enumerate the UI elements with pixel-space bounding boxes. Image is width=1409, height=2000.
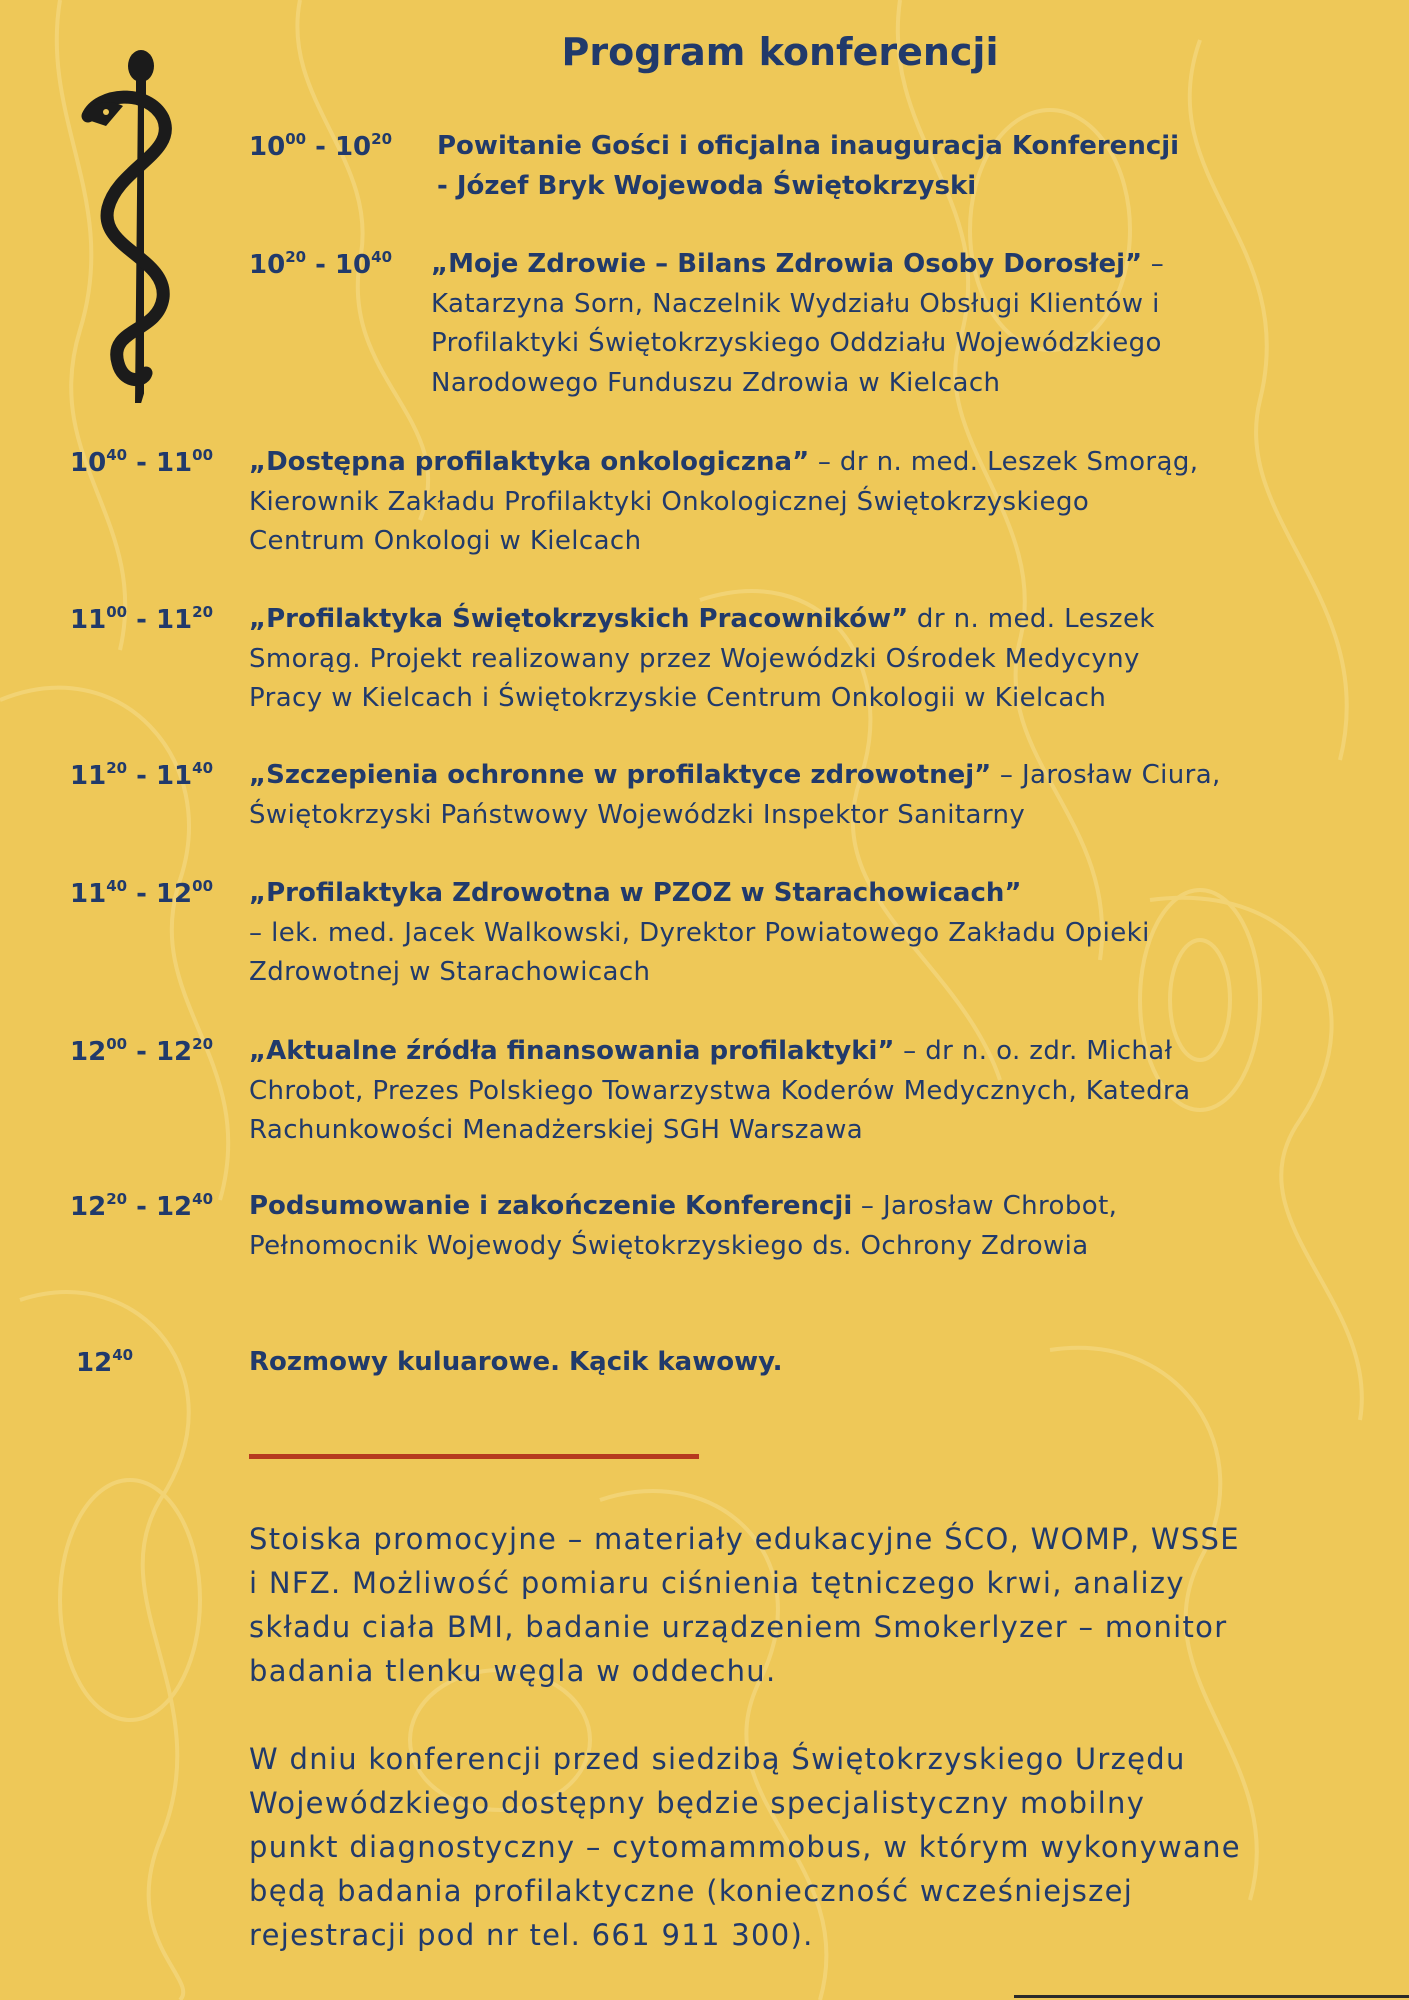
session-title: Rozmowy kuluarowe. Kącik kawowy. xyxy=(249,1347,783,1377)
description-line xyxy=(431,364,1164,404)
session-title: „Profilaktyka Świętokrzyskich Pracowników” xyxy=(249,604,909,634)
start-hour: 12 xyxy=(76,1348,113,1378)
info-line: składu ciała BMI, badanie urządzeniem Smokerlyzer – monitor xyxy=(249,1610,1228,1644)
session-speaker-text: Świętokrzyski Państwowy Wojewódzki Inspektor Sanitarny xyxy=(249,799,1026,830)
end-hour: 10 xyxy=(334,250,372,280)
start-minute: 20 xyxy=(106,759,128,777)
session-title: „Aktualne źródła finansowania profilaktyki” xyxy=(249,1036,895,1066)
info-line: W dniu konferencji przed siedzibą Świętokrzyskiego Urzędu xyxy=(249,1742,1186,1776)
end-minute: 20 xyxy=(192,603,214,621)
start-minute: 00 xyxy=(106,1035,128,1053)
time-separator: - xyxy=(306,250,335,280)
start-minute: 00 xyxy=(106,603,128,621)
session-speaker-text: Smorąg. Projekt realizowany przez Wojewódzki Ośrodek Medycyny xyxy=(249,643,1140,674)
session-speaker-text: Narodowego Funduszu Zdrowia w Kielcach xyxy=(431,367,1001,398)
session-title: Powitanie Gości i oficjalna inauguracja Konferencji xyxy=(437,131,1180,161)
start-hour: 10 xyxy=(249,250,286,280)
description-line xyxy=(249,874,1150,914)
time-separator: - xyxy=(127,1037,156,1067)
rod-of-asclepius-icon xyxy=(78,48,198,403)
session-description xyxy=(249,756,1221,835)
divider-rule xyxy=(249,1454,699,1459)
time-separator: - xyxy=(306,132,335,162)
end-hour: 11 xyxy=(155,448,193,478)
description-line xyxy=(249,1072,1190,1112)
info-line: badania tlenku węgla w oddechu. xyxy=(249,1654,777,1688)
session-speaker-text: Chrobot, Prezes Polskiego Towarzystwa Koderów Medycznych, Katedra xyxy=(249,1075,1191,1106)
session-speaker-text: Zdrowotnej w Starachowicach xyxy=(249,957,651,987)
session-title: „Szczepienia ochronne w profilaktyce zdrowotnej” xyxy=(249,760,992,790)
description-line xyxy=(249,796,1221,836)
info-line: rejestracji pod nr tel. 661 911 300). xyxy=(249,1918,814,1952)
end-minute: 00 xyxy=(192,877,214,895)
description-line xyxy=(437,167,1179,207)
session-speaker-text: – dr n. med. Leszek Smorąg, xyxy=(809,447,1199,477)
info-paragraph xyxy=(249,1737,1241,1957)
info-line: punkt diagnostyczny – cytomammobus, w którym wykonywane xyxy=(249,1830,1241,1864)
description-line xyxy=(249,600,1155,640)
time-range xyxy=(70,756,213,796)
bottom-edge-line xyxy=(1014,1995,1409,1998)
start-hour: 12 xyxy=(70,1192,107,1222)
session-speaker-text: Centrum Onkologi w Kielcach xyxy=(249,526,642,556)
start-minute: 40 xyxy=(112,1346,134,1364)
start-minute: 20 xyxy=(285,248,307,266)
description-line xyxy=(437,127,1179,167)
start-minute: 20 xyxy=(106,1190,128,1208)
session-speaker-text: Katarzyna Sorn, Naczelnik Wydziału Obsługi Klientów i xyxy=(431,288,1160,319)
time-range xyxy=(70,443,213,483)
end-minute: 40 xyxy=(192,1190,214,1208)
end-hour: 12 xyxy=(155,879,193,909)
session-speaker-text: Pracy w Kielcach i Świętokrzyskie Centrum Onkologii w Kielcach xyxy=(249,683,1107,713)
session-description xyxy=(249,1032,1190,1151)
info-line: Stoiska promocyjne – materiały edukacyjne ŚCO, WOMP, WSSE xyxy=(249,1522,1240,1556)
end-minute: 40 xyxy=(192,759,214,777)
end-hour: 12 xyxy=(155,1037,193,1067)
description-line xyxy=(249,914,1150,954)
time-range xyxy=(76,1343,133,1383)
session-title: - Józef Bryk Wojewoda Świętokrzyski xyxy=(437,170,977,201)
description-line xyxy=(431,324,1164,364)
start-hour: 11 xyxy=(70,605,107,635)
description-line xyxy=(249,640,1155,680)
start-hour: 12 xyxy=(70,1037,107,1067)
session-speaker-text: – Jarosław Chrobot, xyxy=(852,1191,1118,1221)
end-minute: 20 xyxy=(371,130,393,148)
description-line xyxy=(249,953,1150,993)
start-hour: 11 xyxy=(70,879,107,909)
info-line: i NFZ. Możliwość pomiaru ciśnienia tętniczego krwi, analizy xyxy=(249,1566,1185,1600)
start-hour: 10 xyxy=(249,132,286,162)
end-hour: 11 xyxy=(155,605,193,635)
session-speaker-text: dr n. med. Leszek xyxy=(908,604,1155,634)
time-range xyxy=(70,874,213,914)
start-minute: 40 xyxy=(106,446,128,464)
description-line xyxy=(249,443,1198,483)
description-line xyxy=(249,483,1198,523)
description-line xyxy=(249,1227,1117,1267)
description-line xyxy=(431,245,1164,285)
session-description xyxy=(431,245,1164,403)
time-range xyxy=(249,127,392,167)
end-minute: 20 xyxy=(192,1035,214,1053)
description-line xyxy=(249,679,1155,719)
time-separator: - xyxy=(127,1192,156,1222)
info-line: Wojewódzkiego dostępny będzie specjalistyczny mobilny xyxy=(249,1786,1146,1820)
time-range xyxy=(70,1032,213,1072)
description-line xyxy=(249,1343,783,1383)
time-range xyxy=(70,600,213,640)
time-range xyxy=(249,245,392,285)
description-line xyxy=(249,1032,1190,1072)
time-separator: - xyxy=(127,879,156,909)
time-separator: - xyxy=(127,605,156,635)
time-range xyxy=(70,1187,213,1227)
time-separator: - xyxy=(127,761,156,791)
session-title: „Dostępna profilaktyka onkologiczna” xyxy=(249,447,810,477)
session-title: „Profilaktyka Zdrowotna w PZOZ w Starachowicach” xyxy=(249,878,1022,908)
session-speaker-text: – dr n. o. zdr. Michał xyxy=(894,1036,1173,1066)
session-speaker-text: Pełnomocnik Wojewody Świętokrzyskiego ds. Ochrony Zdrowia xyxy=(249,1230,1089,1261)
description-line xyxy=(249,756,1221,796)
session-speaker-text: – lek. med. Jacek Walkowski, Dyrektor Powiatowego Zakładu Opieki xyxy=(249,917,1150,948)
description-line xyxy=(249,1187,1117,1227)
end-hour: 10 xyxy=(334,132,372,162)
time-separator: - xyxy=(127,448,156,478)
session-speaker-text: Profilaktyki Świętokrzyskiego Oddziału Wojewódzkiego xyxy=(431,328,1162,358)
info-line: będą badania profilaktyczne (konieczność wcześniejszej xyxy=(249,1874,1134,1908)
end-hour: 12 xyxy=(155,1192,193,1222)
session-speaker-text: Kierownik Zakładu Profilaktyki Onkologicznej Świętokrzyskiego xyxy=(249,486,1090,517)
session-speaker-text: Rachunkowości Menadżerskiej SGH Warszawa xyxy=(249,1115,864,1145)
session-speaker-text: – xyxy=(1142,249,1165,279)
info-paragraph xyxy=(249,1517,1240,1693)
session-description xyxy=(249,874,1150,993)
end-hour: 11 xyxy=(155,761,193,791)
session-speaker-text: – Jarosław Ciura, xyxy=(991,760,1221,790)
session-description xyxy=(249,1343,783,1383)
description-line xyxy=(431,285,1164,325)
start-minute: 40 xyxy=(106,877,128,895)
session-title: Podsumowanie i zakończenie Konferencji xyxy=(249,1191,853,1221)
end-minute: 00 xyxy=(192,446,214,464)
session-description xyxy=(249,600,1155,719)
session-description xyxy=(249,443,1198,562)
start-hour: 10 xyxy=(70,448,107,478)
session-description xyxy=(249,1187,1117,1266)
session-title: „Moje Zdrowie – Bilans Zdrowia Osoby Dorosłej” xyxy=(431,249,1143,279)
end-minute: 40 xyxy=(371,248,393,266)
page-title: Program konferencji xyxy=(561,30,999,74)
start-minute: 00 xyxy=(285,130,307,148)
description-line xyxy=(249,522,1198,562)
start-hour: 11 xyxy=(70,761,107,791)
description-line xyxy=(249,1111,1190,1151)
session-description xyxy=(437,127,1179,206)
